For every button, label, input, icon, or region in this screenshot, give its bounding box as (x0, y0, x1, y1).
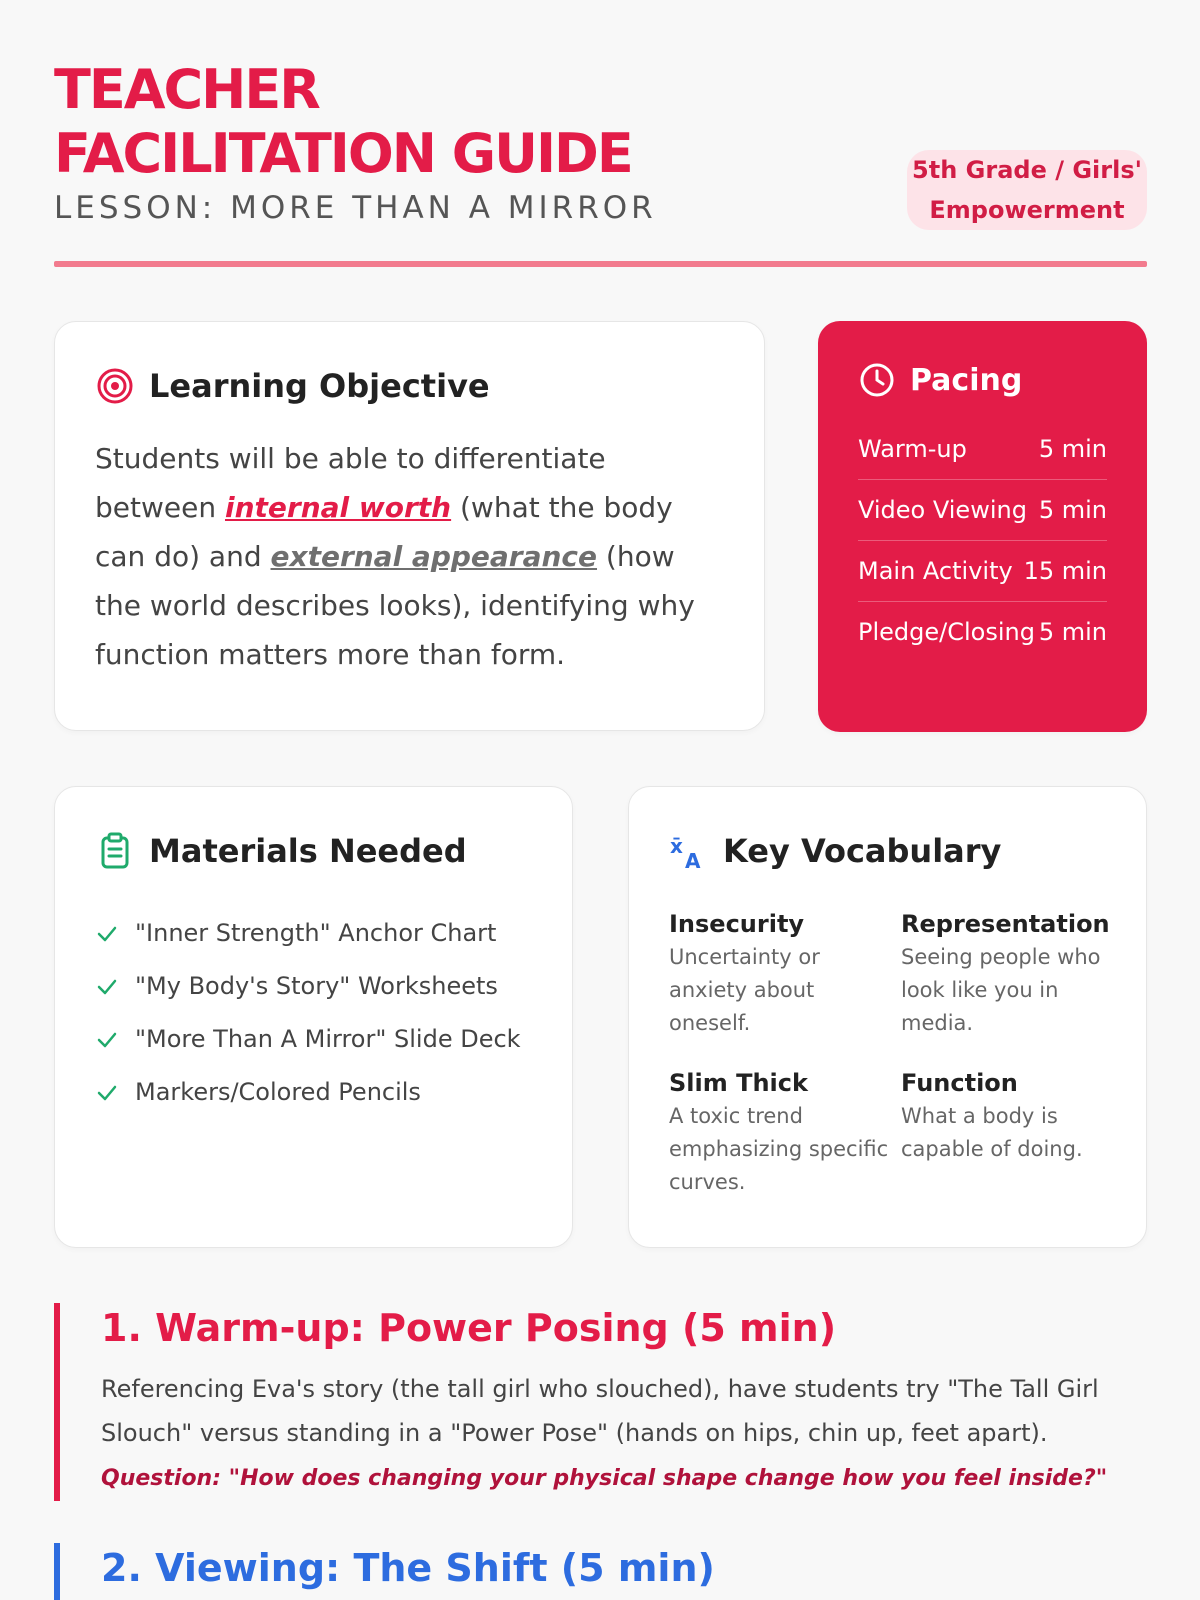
materials-card (54, 786, 573, 1248)
pacing-label: Video Viewing (858, 496, 1027, 524)
check-icon (95, 1028, 119, 1052)
vocab-definition: A toxic trend emphasizing specific curves. (669, 1104, 889, 1194)
materials-heading (95, 831, 532, 871)
title-line-2: FACILITATION GUIDE (54, 122, 632, 185)
list-item (95, 907, 532, 960)
pacing-duration: 5 min (1038, 496, 1107, 524)
title-line-1: TEACHER (54, 58, 319, 121)
list-item (95, 960, 532, 1013)
pacing-duration: 5 min (1038, 618, 1107, 646)
lesson-subtitle: LESSON: MORE THAN A MIRROR (54, 190, 657, 226)
material-label: "More Than A Mirror" Slide Deck (135, 1025, 521, 1053)
vocabulary-heading (669, 831, 1106, 871)
pacing-label: Warm-up (858, 435, 967, 463)
internal-worth-term: internal worth (224, 491, 452, 524)
section-accent-bar (54, 1543, 60, 1600)
learning-objective-heading (95, 366, 724, 406)
learning-objective-title: Learning Objective (149, 367, 490, 405)
header (54, 58, 1147, 268)
check-icon (95, 975, 119, 999)
target-icon (95, 366, 135, 406)
pacing-label: Pledge/Closing (858, 618, 1035, 646)
viewing-section (54, 1543, 1147, 1600)
pacing-list (858, 419, 1107, 662)
vocab-entry (901, 1066, 1111, 1199)
section-heading: 2. Viewing: The Shift (5 min) (101, 1546, 715, 1590)
vocab-definition: Uncertainty or anxiety about oneself. (669, 945, 820, 1035)
vocabulary-card (628, 786, 1147, 1248)
pacing-title: Pacing (910, 362, 1023, 398)
clipboard-icon (95, 831, 135, 871)
pacing-card (818, 321, 1147, 732)
check-icon (95, 922, 119, 946)
objective-text-end: (how the world describes looks), identifying why function matters more than form. (95, 540, 695, 671)
vocab-entry (901, 907, 1111, 1040)
section-heading: 1. Warm-up: Power Posing (5 min) (101, 1306, 837, 1350)
vocab-definition: What a body is capable of doing. (901, 1104, 1083, 1161)
header-divider (54, 261, 1147, 267)
vocab-term: Slim Thick (669, 1069, 808, 1097)
section-accent-bar (54, 1303, 60, 1501)
vocabulary-title: Key Vocabulary (723, 832, 1002, 870)
list-item (95, 1013, 532, 1066)
external-appearance-term: external appearance (270, 540, 598, 573)
objective-text (95, 434, 724, 679)
vocab-entry (669, 907, 901, 1040)
section-body: Referencing Eva's story (the tall girl who slouched), have students try "The Tall Girl Slouch" versus standing in a "Power Pose" (hands on hips, chin up, feet apart). (101, 1375, 1099, 1447)
pacing-row-video (858, 480, 1107, 541)
vocab-entry (669, 1066, 901, 1199)
clock-icon (858, 361, 896, 399)
learning-objective-card (54, 321, 765, 731)
grade-badge: 5th Grade / Girls' Empowerment (907, 150, 1147, 230)
pacing-row-closing (858, 602, 1107, 662)
vocab-definition: Seeing people who look like you in media. (901, 945, 1101, 1035)
guide-page (54, 0, 1147, 1600)
warmup-section (54, 1303, 1147, 1501)
discussion-question: Question: "How does changing your physical shape change how you feel inside?" (101, 1466, 1108, 1491)
objective-text-start: Students will be able to differentiate between (95, 442, 606, 524)
check-icon (95, 1081, 119, 1105)
material-label: "My Body's Story" Worksheets (135, 972, 498, 1000)
svg-text:x̄: x̄ (670, 834, 683, 858)
translate-icon (669, 831, 709, 871)
objective-text-middle: (what the body can do) and (95, 491, 673, 573)
vocab-term: Representation (901, 910, 1110, 938)
vocabulary-grid (669, 907, 1110, 1199)
pacing-label: Main Activity (858, 557, 1013, 585)
pacing-duration: 5 min (1038, 435, 1107, 463)
material-label: "Inner Strength" Anchor Chart (135, 919, 497, 947)
list-item (95, 1066, 532, 1119)
vocab-term: Insecurity (669, 910, 805, 938)
material-label: Markers/Colored Pencils (135, 1078, 421, 1106)
materials-title: Materials Needed (149, 832, 467, 870)
pacing-row-main-activity (858, 541, 1107, 602)
materials-list (95, 907, 532, 1119)
pacing-row-warmup (858, 419, 1107, 480)
vocab-term: Function (901, 1069, 1018, 1097)
pacing-heading (858, 361, 1107, 399)
svg-text:A: A (685, 849, 701, 871)
pacing-duration: 15 min (1023, 557, 1107, 585)
